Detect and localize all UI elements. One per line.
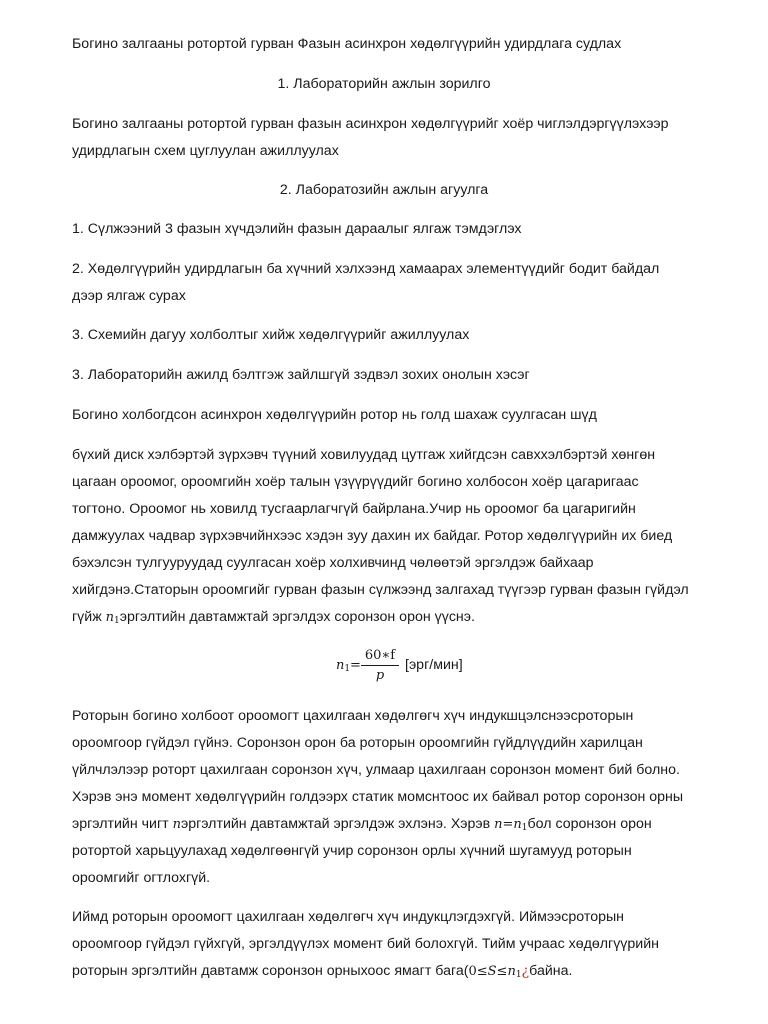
paragraph-line: тогтоно. Ороомог нь ховилд тусгаарлагчгүй байрлана.Учир нь ороомог ба цагаригийн [72,501,636,517]
paragraph-line: бэхэлсэн тулгууруудад суулгасан хоёр холхивчинд чөлөөтэй эргэлдэж байхаар [72,555,594,571]
document-title: Богино залгааны ротортой гурван Фазын асинхрон хөдөлгүүрийн удирдлага судлах [72,36,622,52]
math-equation: n=n [494,817,522,832]
paragraph-line: үйлчлэлээр роторт цахилгаан соронзон хүч, улмаар цахилгаан соронзон момент бий болно. [72,762,680,778]
formula-numerator: 60∗f [364,648,396,663]
formula-denominator: p [375,668,385,683]
text-run: эргэлтийн давтамжтай эргэлдэж эхлэнэ. Хэрэв [180,816,495,832]
goal-line: Богино залгааны ротортой гурван фазын асинхрон хөдөлгүүрийг хоёр чиглэлдэргүүлэхээр [72,116,669,132]
paragraph-line: Роторын богино холбоот ороомогт цахилгаан хөдөлгөгч хүч индукшцэлснээсроторын [72,708,634,724]
text-run: байна. [529,963,573,979]
math-subscript: 1 [114,616,120,626]
paragraph-line: дамжуулах чадвар зүрхэвчийнхээс хэдэн зуу дахин их байдаг. Ротор хөдөлгүүрийн их биед [72,528,673,544]
goal-line: удирдлагын схем цуглуулан ажиллуулах [72,143,339,159]
math-subscript: 1 [515,970,522,980]
paragraph-line: ороомгоор гүйдэл гүйхгүй, эргэлдүүлэх момент бий болохгүй. Тийм учраас хөдөлгүүрийн [72,936,659,952]
paragraph-line: хийгдэнэ.Статорын ороомгийг гурван фазын сүлжээнд залгахад түүгээр гурван фазын гүйдэл [72,582,689,598]
paragraph-line: бүхий диск хэлбэртэй зүрхэвч түүний ховилуудад цутгаж хийгдсэн савххэлбэртэй хөнгөн [72,447,656,463]
error-mark: ¿ [521,963,530,979]
paragraph-line: Хэрэв энэ момент хөдөлгүүрийн голдээрх статик момснтоос их байвал ротор соронзон орны [72,789,684,805]
fraction-bar [361,665,399,666]
list-item-1: 1. Сүлжээний 3 фазын хүчдэлийн фазын дараалыг ялгаж тэмдэглэх [72,221,522,237]
math-subscript: 1 [344,664,351,674]
text-run: эргэлтийн давтамжтай эргэлдэх соронзон орон үүснэ. [119,609,475,625]
text-run: эргэлтийн чигт [72,816,173,832]
rotation-frequency-formula [0,648,768,688]
list-item-4: 3. Лабораторийн ажилд бэлтгэж зайлшгүй зэдвэл зохих онолын хэсэг [72,367,530,383]
theory-intro: Богино холбогдсон асинхрон хөдөлгүүрийн ротор нь голд шахаж суулгасан шүд [72,407,597,423]
math-ineq: ≤ [496,964,508,979]
list-item-2-cont: дээр ялгаж сурах [72,288,186,304]
math-var: n [336,658,345,673]
formula-unit: [эрг/мин] [405,657,463,673]
paragraph-line: ороомгоор гүйдэл гүйнэ. Соронзон орон ба роторын ороомгийн гүйдлүүдийн харилцан [72,735,643,751]
math-ineq: 0≤ [468,964,488,979]
math-var: n [105,610,115,625]
text-run: роторын эргэлтийн давтамж соронзон орныхоос ямагт бага( [72,963,469,979]
math-var: n [507,964,516,979]
text-run: бол соронзон орон [527,816,652,832]
section-heading-content: 2. Лаборатозийн ажлын агуулга [279,182,489,198]
paragraph-line: ороомгийг огтлохгүй. [72,870,211,886]
paragraph-line: ротортой харьцуулахад хөдөлгөөнгүй учир соронзон орлы хүчний шугамууд роторын [72,843,632,859]
formula-equals: = [350,658,361,673]
formula-fraction [361,648,399,684]
paragraph-line [72,958,732,989]
math-var: S [487,964,497,979]
paragraph-line: Иймд роторын ороомогт цахилгаан хөдөлгөгч хүч индукцлэгдэхгүй. Иймээсроторын [72,909,625,925]
paragraph-line [72,604,732,635]
math-subscript: 1 [521,823,528,833]
math-var: n [172,817,181,832]
text-run: гүйж [72,609,106,625]
list-item-2: 2. Хөдөлгүүрийн удирдлагын ба хүчний хэлхээнд хамаарах элементүүдийг бодит байдал [72,261,660,277]
paragraph-line: цагаан ороомог, ороомгийн хоёр талын үзүүрүүдийг богино холбосон хоёр цагаригаас [72,474,639,490]
formula-lhs [336,658,350,674]
list-item-3: 3. Схемийн дагуу холболтыг хийж хөдөлгүүрийг ажиллуулах [72,327,470,343]
section-heading-goal: 1. Лабораторийн ажлын зорилго [277,76,491,92]
